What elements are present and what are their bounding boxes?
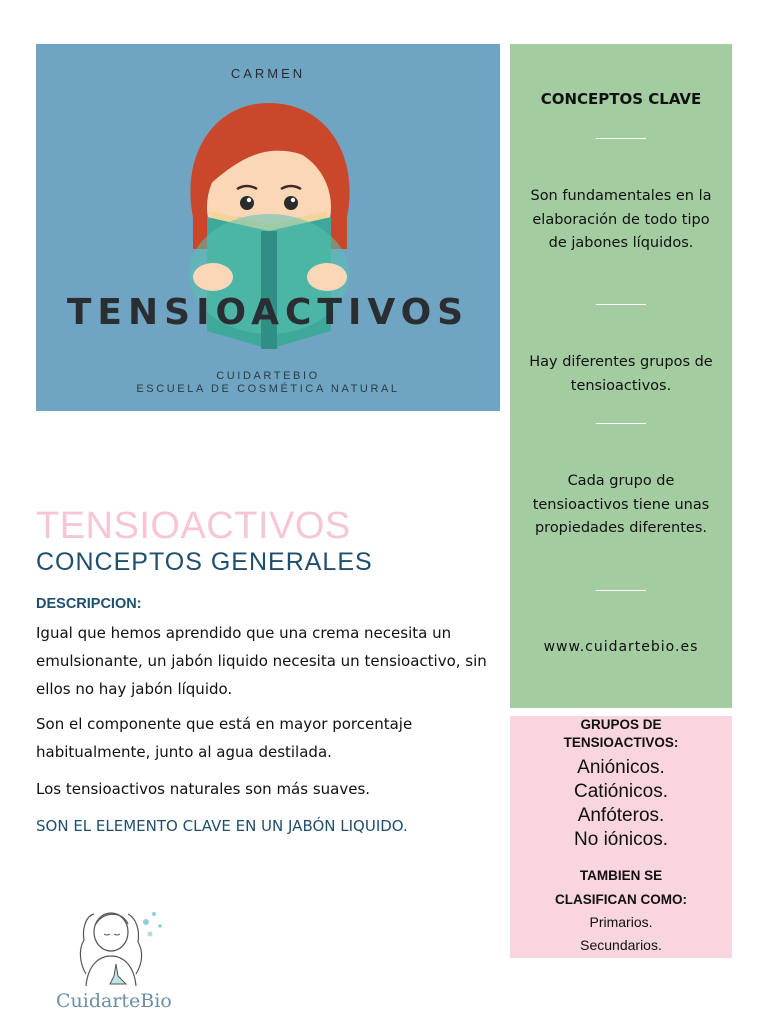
cover-author: CARMEN <box>230 66 306 81</box>
description-label: DESCRIPCION: <box>36 596 142 612</box>
class-item: Secundarios. <box>580 937 662 953</box>
cover-school <box>36 370 500 396</box>
groups-heading-line2: TENSIOACTIVOS: <box>563 735 679 750</box>
key-concept-2: Hay diferentes grupos de tensioactivos. <box>529 354 713 394</box>
class-item: Primarios. <box>589 914 653 930</box>
key-concepts-title: CONCEPTOS CLAVE <box>540 90 702 108</box>
cover-image <box>36 44 500 411</box>
divider <box>596 138 646 139</box>
key-concept-3: Cada grupo de tensioactivos tiene unas propiedades diferentes. <box>532 473 710 536</box>
paragraph-3: Los tensioactivos naturales son más suaves. <box>36 780 371 798</box>
page-subtitle: CONCEPTOS GENERALES <box>36 548 373 576</box>
highlight-statement: SON EL ELEMENTO CLAVE EN UN JABÓN LIQUIDO. <box>36 817 408 835</box>
website-link[interactable]: www.cuidartebio.es <box>543 639 699 655</box>
groups-panel <box>510 716 732 958</box>
group-item: Catiónicos. <box>574 781 668 802</box>
cuidartebio-logo <box>56 904 176 1016</box>
paragraph-2: Son el componente que está en mayor porcentaje habitualmente, junto al agua destilada. <box>36 715 413 761</box>
divider <box>596 304 646 305</box>
group-item: Aniónicos. <box>577 757 665 778</box>
divider <box>596 423 646 424</box>
group-item: Anfóteros. <box>577 805 665 826</box>
cover-title: TENSIOACTIVOS <box>66 292 470 333</box>
divider <box>596 590 646 591</box>
key-concept-1: Son fundamentales en la elaboración de todo tipo de jabones líquidos. <box>530 188 712 251</box>
group-item: No iónicos. <box>574 829 668 850</box>
paragraph-1: Igual que hemos aprendido que una crema necesita un emulsionante, un jabón liquido necesita un tensioactivo, sin ellos no hay jabón líquido. <box>36 624 487 698</box>
groups-heading-line1: GRUPOS DE <box>580 717 662 732</box>
girl-with-flask-icon <box>56 904 176 988</box>
also-heading-line1: TAMBIEN SE <box>579 868 663 883</box>
page-title: TENSIOACTIVOS <box>36 505 351 547</box>
cover-school-name: CUIDARTEBIO <box>216 370 320 382</box>
logo-text: CuidarteBio <box>56 990 172 1012</box>
key-concepts-panel <box>510 44 732 708</box>
also-heading-line2: CLASIFICAN COMO: <box>555 892 687 907</box>
cover-school-tagline: ESCUELA DE COSMÉTICA NATURAL <box>136 383 400 395</box>
